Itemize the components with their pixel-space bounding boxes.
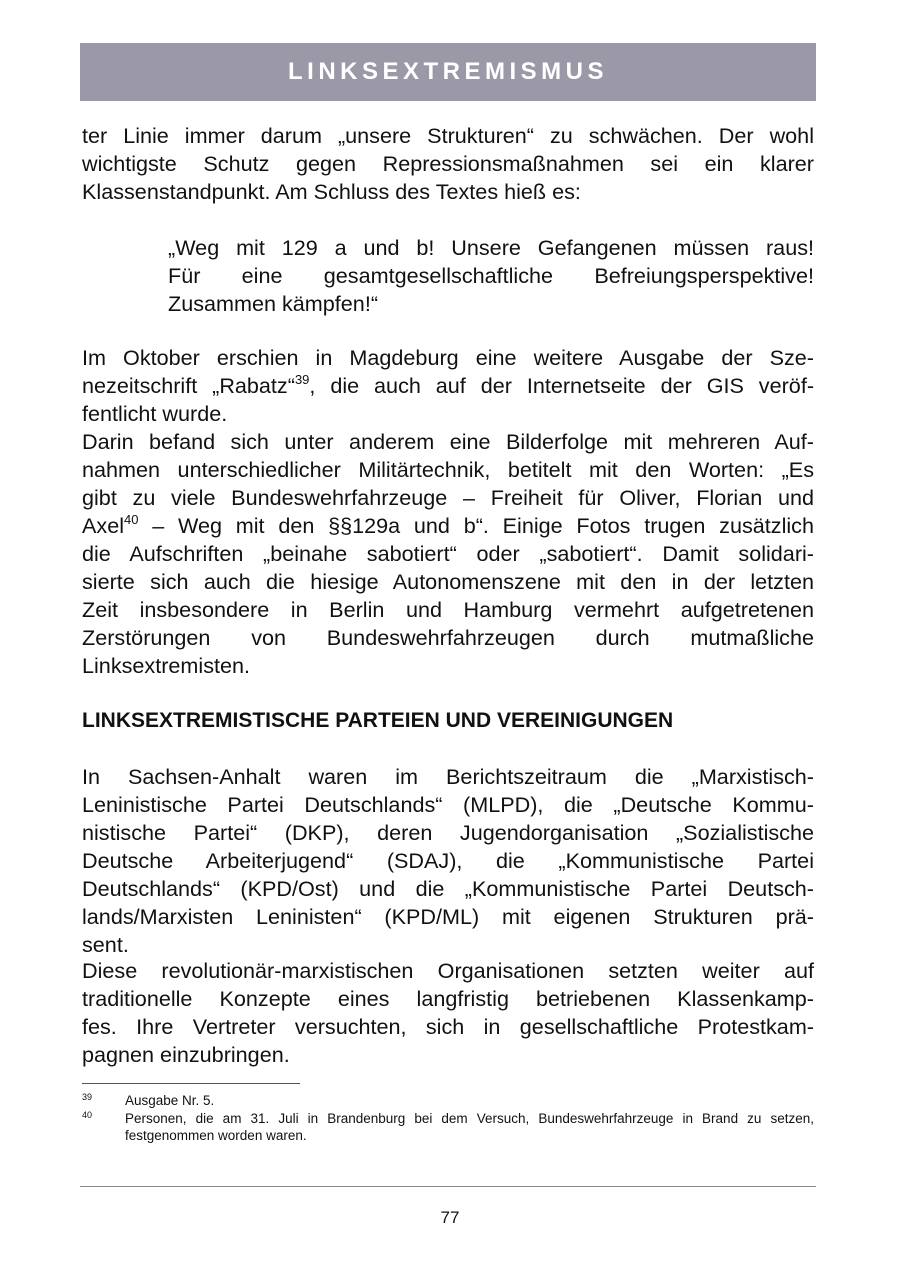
text-line	[82, 372, 814, 400]
footnote-divider	[82, 1083, 300, 1084]
text-line: ter Linie immer darum „unsere Strukturen“ zu schwächen. Der wohl	[82, 123, 814, 148]
text-line: In Sachsen-Anhalt waren im Berichtszeitraum die „Marxistisch-	[82, 764, 814, 789]
section-heading: LINKSEXTREMISTISCHE PARTEIEN UND VEREINIGUNGEN	[82, 709, 674, 732]
text-line: die Aufschriften „beinahe sabotiert“ oder „sabotiert“. Damit solidari-	[82, 541, 814, 566]
text-line: Klassenstandpunkt. Am Schluss des Textes hieß es:	[82, 179, 581, 204]
text-line: sierte sich auch die hiesige Autonomenszene mit den in der letzten	[82, 569, 814, 594]
footnote-number: 39	[82, 1092, 93, 1102]
footnote-text: Personen, die am 31. Juli in Brandenburg bei dem Versuch, Bundeswehrfahrzeuge in Brand zu setzen,	[125, 1111, 814, 1126]
paragraph-5	[82, 957, 814, 1069]
footnote-ref-39[interactable]: 39	[294, 372, 310, 387]
text-line: Zeit insbesondere in Berlin und Hamburg vermehrt aufgetretenen	[82, 597, 814, 622]
text-line: „Weg mit 129 a und b! Unsere Gefangenen müssen raus!	[168, 235, 814, 260]
page-number: 77	[440, 1208, 460, 1227]
text-line: wichtigste Schutz gegen Repressionsmaßnahmen sei ein klarer	[82, 151, 814, 176]
footnote-text: Ausgabe Nr. 5.	[125, 1093, 215, 1108]
text-line: pagnen einzubringen.	[82, 1042, 290, 1067]
text-line: gibt zu viele Bundeswehrfahrzeuge – Freiheit für Oliver, Florian und	[82, 485, 814, 510]
text-line: Für eine gesamtgesellschaftliche Befreiungsperspektive!	[168, 263, 814, 288]
text-line: lands/Marxisten Leninisten“ (KPD/ML) mit eigenen Strukturen prä-	[82, 904, 814, 929]
text-line: fentlicht wurde.	[82, 401, 228, 426]
footnote-ref-40[interactable]: 40	[124, 512, 139, 527]
text-line: nistische Partei“ (DKP), deren Jugendorganisation „Sozialistische	[82, 820, 814, 845]
text-line: Diese revolutionär-marxistischen Organisationen setzten weiter auf	[82, 958, 814, 983]
text-line: nahmen unterschiedlicher Militärtechnik, betitelt mit den Worten: „Es	[82, 457, 814, 482]
footer-divider	[80, 1186, 816, 1187]
footnote-text: festgenommen worden waren.	[125, 1128, 307, 1143]
paragraph-4	[82, 763, 814, 959]
text: – Weg mit den §§129a und b“. Einige Fotos trugen zusätzlich	[138, 513, 814, 538]
paragraph-3	[82, 428, 814, 680]
text: Axel	[82, 513, 125, 538]
text-line: traditionelle Konzepte eines langfristig betriebenen Klassenkamp-	[82, 986, 814, 1011]
text-line: fes. Ihre Vertreter versuchten, sich in gesellschaftliche Protestkam-	[82, 1014, 814, 1039]
text-line: Darin befand sich unter anderem eine Bilderfolge mit mehreren Auf-	[82, 429, 814, 454]
text-line: Deutsche Arbeiterjugend“ (SDAJ), die „Kommunistische Partei	[82, 848, 814, 873]
text-line: sent.	[82, 932, 129, 957]
text-line: Leninistische Partei Deutschlands“ (MLPD), die „Deutsche Kommu-	[82, 792, 814, 817]
text-line	[82, 512, 814, 540]
chapter-header: LINKSEXTREMISMUS	[80, 43, 816, 101]
text-line: Zerstörungen von Bundeswehrfahrzeugen durch mutmaßliche	[82, 625, 814, 650]
text: , die auch auf der Internetseite der GIS veröf-	[309, 373, 815, 398]
paragraph-1	[82, 122, 814, 206]
text-line: Im Oktober erschien in Magdeburg eine weitere Ausgabe der Sze-	[82, 345, 814, 370]
text: nezeitschrift „Rabatz“	[82, 373, 295, 398]
footnote-number: 40	[82, 1110, 93, 1120]
paragraph-2	[82, 344, 814, 428]
text-line: Deutschlands“ (KPD/Ost) und die „Kommunistische Partei Deutsch-	[82, 876, 814, 901]
text-line: Linksextremisten.	[82, 653, 251, 678]
block-quote	[168, 234, 814, 318]
text-line: Zusammen kämpfen!“	[168, 291, 379, 316]
